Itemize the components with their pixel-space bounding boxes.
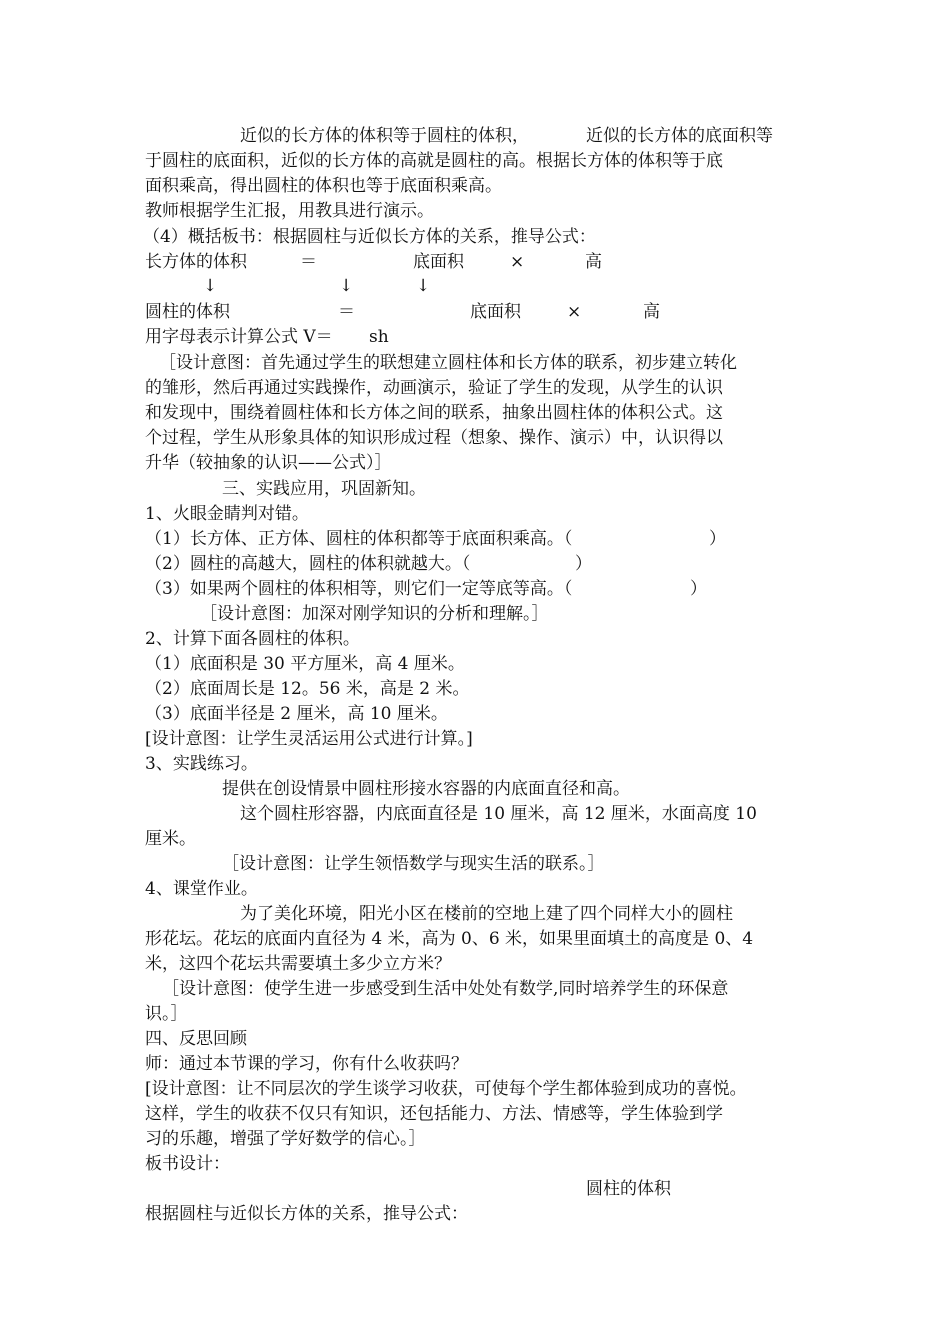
paragraph-line: 面积乘高，得出圆柱的体积也等于底面积乘高。 — [145, 176, 502, 196]
letter-formula: 用字母表示计算公式 V＝ — [145, 327, 333, 347]
formula-times: × — [510, 252, 525, 272]
answer-bracket: ） — [709, 529, 726, 549]
design-intent-line: 和发现中，围绕着圆柱体和长方体之间的联系，抽象出圆柱体的体积公式。这 — [145, 403, 723, 423]
design-intent-line: [设计意图：让不同层次的学生谈学习收获，可使每个学生都体验到成功的喜悦。 — [145, 1079, 747, 1099]
design-intent-line: 这样，学生的收获不仅只有知识，还包括能力、方法、情感等，学生体验到学 — [145, 1104, 723, 1124]
formula-term: 底面积 — [470, 302, 521, 322]
board-design-label: 板书设计： — [145, 1154, 230, 1174]
down-arrow-icon: ↓ — [416, 276, 431, 296]
question-item: （1）底面积是 30 平方厘米，高 4 厘米。 — [145, 654, 465, 674]
paragraph-line: 近似的长方体的体积等于圆柱的体积， — [240, 126, 529, 146]
design-intent-line: 识。］ — [145, 1004, 188, 1024]
question-heading: 4、课堂作业。 — [145, 879, 258, 899]
paragraph-line: 近似的长方体的底面积等 — [586, 126, 773, 146]
section-heading: 三、实践应用，巩固新知。 — [222, 479, 426, 499]
formula-term: 长方体的体积 — [145, 252, 247, 272]
board-line: 根据圆柱与近似长方体的关系，推导公式： — [145, 1204, 468, 1224]
question-text: 厘米。 — [145, 829, 196, 849]
question-heading: 3、实践练习。 — [145, 754, 258, 774]
answer-bracket: ） — [690, 579, 707, 599]
design-intent-line: 的雏形，然后再通过实践操作，动画演示，验证了学生的发现，从学生的认识 — [145, 378, 723, 398]
question-text: 为了美化环境，阳光小区在楼前的空地上建了四个同样大小的圆柱 — [240, 904, 733, 924]
formula-term: 圆柱的体积 — [145, 302, 230, 322]
board-title: 圆柱的体积 — [586, 1179, 671, 1199]
question-item: （3）底面半径是 2 厘米，高 10 厘米。 — [145, 704, 448, 724]
question-item: （1）长方体、正方体、圆柱的体积都等于底面积乘高。（ — [145, 529, 573, 549]
design-intent: ［设计意图：让学生领悟数学与现实生活的联系。］ — [222, 854, 605, 874]
answer-bracket: ） — [575, 554, 592, 574]
design-intent-line: 个过程，学生从形象具体的知识形成过程（想象、操作、演示）中，认识得以 — [145, 428, 723, 448]
down-arrow-icon: ↓ — [203, 276, 218, 296]
teacher-question: 师：通过本节课的学习，你有什么收获吗？ — [145, 1054, 468, 1074]
design-intent: ［设计意图：加深对刚学知识的分析和理解。］ — [200, 604, 549, 624]
question-text: 提供在创设情景中圆柱形接水容器的内底面直径和高。 — [222, 779, 630, 799]
letter-formula-sh: sh — [369, 327, 389, 347]
down-arrow-icon: ↓ — [339, 276, 354, 296]
step-heading: （4）概括板书：根据圆柱与近似长方体的关系，推导公式： — [143, 227, 596, 247]
design-intent-line: ［设计意图：首先通过学生的联想建立圆柱体和长方体的联系，初步建立转化 — [159, 353, 737, 373]
section-heading: 四、反思回顾 — [145, 1029, 247, 1049]
paragraph-line: 于圆柱的底面积，近似的长方体的高就是圆柱的高。根据长方体的体积等于底 — [145, 151, 723, 171]
formula-term: 高 — [585, 252, 602, 272]
formula-times: × — [567, 302, 582, 322]
formula-term: 高 — [643, 302, 660, 322]
design-intent: [设计意图：让学生灵活运用公式进行计算。] — [145, 729, 473, 749]
question-item: （2）底面周长是 12。56 米，高是 2 米。 — [145, 679, 470, 699]
formula-equals: ＝ — [300, 252, 317, 272]
formula-equals: ＝ — [338, 302, 355, 322]
question-text: 形花坛。花坛的底面内直径为 4 米，高为 0、6 米，如果里面填土的高度是 0、4 — [145, 929, 754, 949]
design-intent-line: ［设计意图：使学生进一步感受到生活中处处有数学,同时培养学生的环保意 — [162, 979, 729, 999]
question-item: （3）如果两个圆柱的体积相等，则它们一定等底等高。（ — [145, 579, 573, 599]
paragraph-line: 教师根据学生汇报，用教具进行演示。 — [145, 201, 434, 221]
design-intent-line: 习的乐趣，增强了学好数学的信心。］ — [145, 1129, 426, 1149]
formula-term: 底面积 — [413, 252, 464, 272]
question-text: 这个圆柱形容器，内底面直径是 10 厘米，高 12 厘米，水面高度 10 — [240, 804, 757, 824]
design-intent-line: 升华（较抽象的认识——公式）］ — [145, 453, 392, 473]
question-heading: 2、计算下面各圆柱的体积。 — [145, 629, 360, 649]
question-item: （2）圆柱的高越大，圆柱的体积就越大。（ — [145, 554, 471, 574]
question-text: 米，这四个花坛共需要填土多少立方米？ — [145, 954, 451, 974]
question-heading: 1、火眼金睛判对错。 — [145, 504, 309, 524]
